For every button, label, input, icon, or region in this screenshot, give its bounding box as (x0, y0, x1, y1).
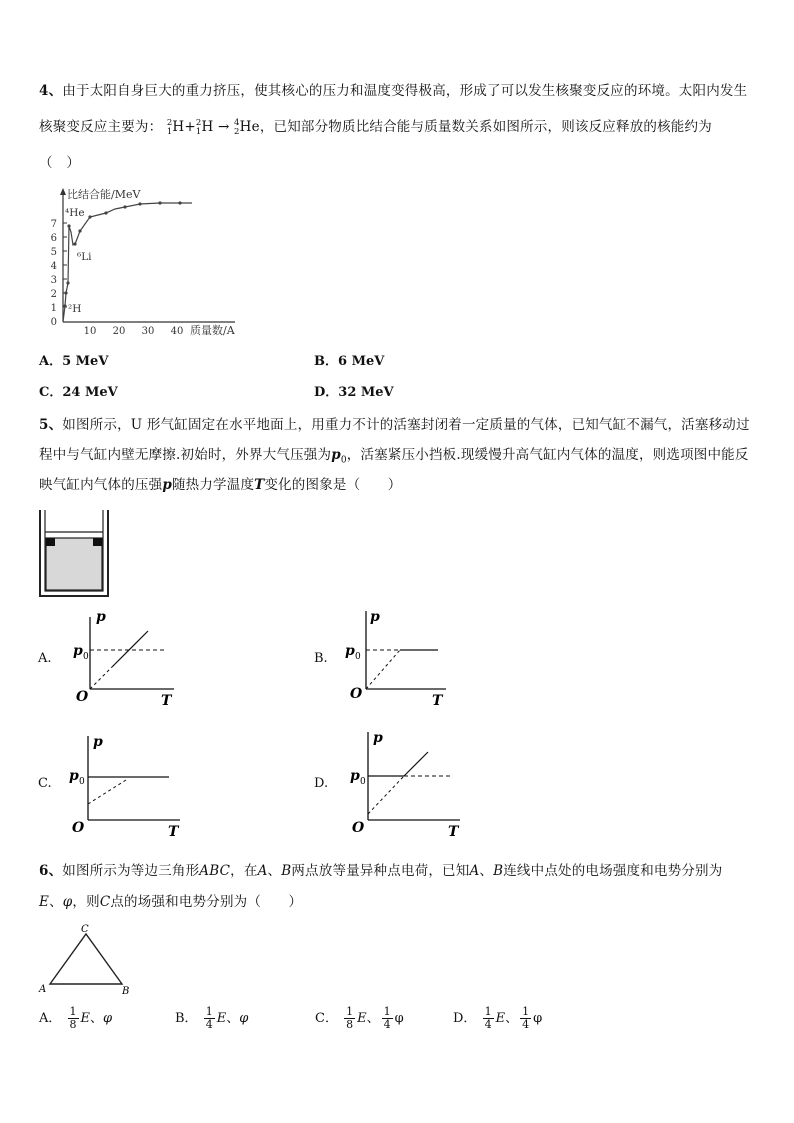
y-tick-3: 3 (50, 275, 57, 286)
cylinder-figure (38, 508, 112, 600)
q4-option-d[interactable]: D．32 MeV (314, 385, 394, 400)
y-tick-2: 2 (50, 289, 57, 300)
q4-option-c[interactable]: C．24 MeV (39, 385, 118, 400)
q4-option-b[interactable]: B．6 MeV (314, 354, 385, 369)
q6-option-c[interactable]: C． $\frac{1}{8}$ E、 $\frac{1}{4}$ φ (315, 1005, 404, 1031)
stopper-left (46, 538, 55, 546)
svg-text:0: 0 (79, 777, 85, 787)
reactant-1-nuclide: 2 1 H (166, 117, 185, 137)
reactant-2-nuclide: 2 1 H (195, 117, 214, 137)
q6-option-a[interactable]: A． $\frac{1}{8}$ E、φ (39, 1005, 113, 1031)
svg-text:O: O (350, 686, 363, 702)
svg-text:T: T (448, 824, 459, 840)
q5-text-1: 如图所示，U 形气缸固定在水平地面上，用重力不计的活塞封闭着一定质量的气体，已知气缸不漏气，活塞移动过 (62, 417, 750, 433)
q5-number: 5、 (39, 417, 63, 433)
q5-option-d[interactable]: D. (314, 776, 329, 791)
q4-text-2-prefix: 核聚变反应主要为： (39, 119, 163, 135)
binding-energy-graph (40, 182, 260, 342)
x-tick-20: 20 (112, 326, 126, 337)
label-h2: ²H (68, 303, 82, 315)
q6-option-d[interactable]: D． $\frac{1}{4}$ E、 $\frac{1}{4}$ φ (453, 1005, 543, 1031)
svg-text:0: 0 (83, 652, 89, 662)
svg-text:p: p (73, 643, 83, 659)
svg-text:0: 0 (360, 777, 366, 787)
y-axis-arrow (60, 188, 66, 195)
q4-answer-paren: （ ） (39, 155, 81, 171)
label-li6: ⁶Li (77, 251, 92, 263)
q4-line-1 (39, 82, 759, 100)
x-tick-10: 10 (83, 326, 97, 337)
svg-text:0: 0 (355, 652, 361, 662)
reaction-arrow: → (218, 119, 230, 135)
product-nuclide: 4 2 He (234, 117, 260, 137)
svg-text:p: p (96, 609, 106, 625)
q6-line-1: 6、如图所示为等边三角形ABC，在A、B两点放等量异种点电荷，已知A、B连线中点处的电场强度和电势分别为 (39, 863, 723, 879)
plus-sign: + (184, 119, 196, 135)
y-tick-5: 5 (50, 247, 57, 258)
y-tick-0: 0 (50, 317, 57, 328)
svg-text:O: O (352, 820, 365, 836)
vertex-a-label: A (39, 984, 47, 995)
q5-graph-a[interactable] (66, 605, 186, 711)
q5-line-1 (39, 416, 759, 434)
q4-text-2-suffix: ，已知部分物质比结合能与质量数关系如图所示，则该反应释放的核能约为 (259, 119, 712, 135)
vertex-b-label: B (122, 986, 130, 997)
stopper-right (93, 538, 102, 546)
q6-option-b[interactable]: B． $\frac{1}{4}$ E、φ (175, 1005, 249, 1031)
svg-text:p: p (350, 768, 360, 784)
q4-line-3 (39, 154, 759, 172)
triangle-figure (36, 922, 136, 998)
y-tick-7: 7 (50, 219, 57, 230)
q4-text-1: 由于太阳自身巨大的重力挤压，使其核心的压力和温度变得极高，形成了可以发生核聚变反应的环境。太阳内发生 (62, 83, 748, 99)
q6-line-2: E、φ，则C点的场强和电势分别为（ ） (39, 894, 303, 910)
svg-text:p: p (69, 768, 79, 784)
q5-option-a[interactable]: A. (38, 651, 52, 666)
svg-text:p: p (345, 643, 355, 659)
x-axis-label: 质量数/A (190, 324, 235, 337)
svg-text:p: p (373, 730, 383, 746)
q5-line-3: 映气缸内气体的压强p随热力学温度T变化的图象是（ ） (39, 477, 402, 493)
label-he4: ⁴He (65, 207, 85, 219)
svg-text:T: T (168, 824, 179, 840)
svg-text:O: O (76, 689, 89, 705)
q5-option-c[interactable]: C. (38, 776, 52, 791)
q4-line-2 (39, 118, 759, 137)
x-tick-30: 30 (141, 326, 155, 337)
svg-text:T: T (161, 693, 172, 709)
svg-text:T: T (432, 693, 443, 709)
q5-graph-b[interactable] (342, 605, 462, 711)
svg-text:p: p (370, 609, 380, 625)
q4-number: 4、 (39, 83, 63, 99)
x-tick-40: 40 (170, 326, 184, 337)
vertex-c-label: C (81, 924, 89, 935)
y-tick-4: 4 (50, 261, 57, 272)
q5-graph-c[interactable] (66, 728, 196, 840)
q5-option-b[interactable]: B. (314, 651, 328, 666)
q5-line-2: 程中与气缸内壁无摩擦.初始时，外界大气压强为$p_0$，活塞紧压小挡板.现缓慢升高气缸内气体的温度，则选项图中能反 (39, 447, 749, 466)
y-tick-1: 1 (50, 303, 57, 314)
y-axis-label: 比结合能/MeV (67, 188, 141, 201)
y-tick-6: 6 (50, 233, 57, 244)
svg-text:O: O (72, 820, 85, 836)
q5-graph-d[interactable] (342, 724, 472, 840)
q4-option-a[interactable]: A．5 MeV (39, 354, 109, 369)
svg-text:p: p (93, 734, 103, 750)
